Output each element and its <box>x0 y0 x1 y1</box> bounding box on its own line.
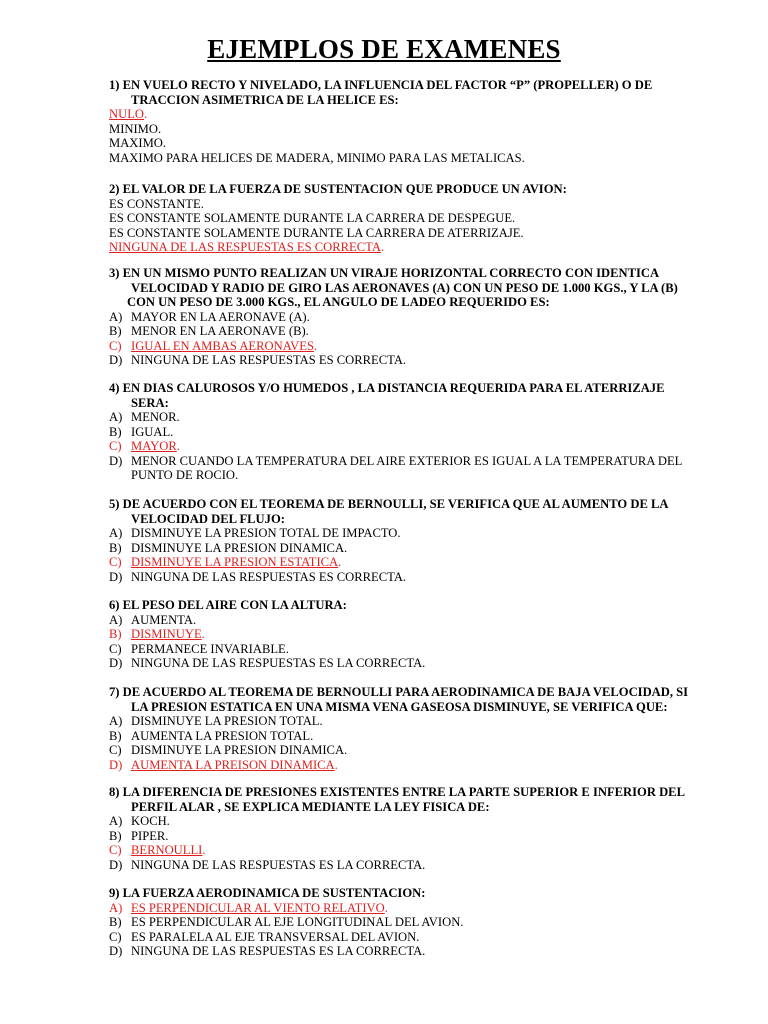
option-letter: B) <box>109 915 122 929</box>
option-letter: C) <box>109 555 122 569</box>
correct-answer-option <box>109 901 709 916</box>
question-header-line: PERFIL ALAR , SE EXPLICA MEDIANTE LA LEY FISICA DE: <box>131 799 490 814</box>
option-letter: D) <box>109 656 123 670</box>
option-period: . <box>202 843 206 857</box>
option-letter: C) <box>109 439 122 453</box>
option-letter: A) <box>109 814 123 828</box>
question-header-line: LA PRESION ESTATICA EN UNA MISMA VENA GASEOSA DISMINUYE, SE VERIFICA QUE: <box>131 699 668 714</box>
question-5 <box>109 497 709 584</box>
option-period: . <box>201 627 205 641</box>
option-text: MAXIMO PARA HELICES DE MADERA, MINIMO PARA LAS METALICAS. <box>109 150 525 165</box>
option-text: NINGUNA DE LAS RESPUESTAS ES CORRECTA. <box>131 353 407 367</box>
question-header <box>109 182 709 197</box>
option-text: MINIMO. <box>109 121 162 136</box>
answer-option <box>109 197 709 212</box>
option-text: NINGUNA DE LAS RESPUESTAS ES CORRECTA <box>109 240 381 254</box>
question-header <box>109 497 709 526</box>
option-letter: A) <box>109 309 123 324</box>
option-text: DISMINUYE LA PRESION TOTAL. <box>131 714 323 728</box>
option-letter: A) <box>109 900 123 915</box>
option-text: DISMINUYE <box>131 627 202 641</box>
correct-answer-option <box>109 240 709 255</box>
answer-option <box>109 829 709 844</box>
answer-option <box>109 324 709 339</box>
option-period: . <box>143 107 148 121</box>
question-header <box>109 685 709 714</box>
question-header <box>109 598 709 613</box>
option-letter: D) <box>109 757 123 772</box>
option-text: MAYOR EN LA AERONAVE (A). <box>131 309 310 324</box>
answer-option <box>109 930 709 945</box>
answer-option <box>109 211 709 226</box>
answer-option <box>109 425 709 440</box>
option-text: ES PERPENDICULAR AL VIENTO RELATIVO <box>131 900 385 915</box>
question-3 <box>109 266 709 368</box>
answer-option <box>109 226 709 241</box>
question-4 <box>109 381 709 483</box>
option-text: NULO <box>109 107 144 121</box>
answer-option <box>109 714 709 729</box>
question-9 <box>109 886 709 959</box>
option-letter: D) <box>109 353 123 367</box>
question-header-line: CON UN PESO DE 3.000 KGS., EL ANGULO DE LADEO REQUERIDO ES: <box>127 295 550 309</box>
question-header-line: 5) DE ACUERDO CON EL TEOREMA DE BERNOULLI, SE VERIFICA QUE AL AUMENTO DE LA <box>109 497 669 511</box>
question-header-line: 2) EL VALOR DE LA FUERZA DE SUSTENTACION QUE PRODUCE UN AVION: <box>109 182 567 196</box>
option-letter: C) <box>109 338 122 353</box>
question-header-line: 7) DE ACUERDO AL TEOREMA DE BERNOULLI PARA AERODINAMICA DE BAJA VELOCIDAD, SI <box>109 685 689 699</box>
question-1 <box>109 78 709 165</box>
question-header-line: 4) EN DIAS CALUROSOS Y/O HUMEDOS , LA DISTANCIA REQUERIDA PARA EL ATERRIZAJE <box>109 381 665 395</box>
question-header <box>109 785 709 814</box>
question-header-line: VELOCIDAD Y RADIO DE GIRO LAS AERONAVES (A) CON UN PESO DE 1.000 KGS., Y LA (B) <box>131 280 678 295</box>
option-period: . <box>338 555 342 569</box>
option-letter: A) <box>109 410 123 424</box>
answer-option <box>109 122 709 137</box>
option-text: DISMINUYE LA PRESION TOTAL DE IMPACTO. <box>131 526 401 540</box>
page-title: EJEMPLOS DE EXAMENES <box>207 34 561 64</box>
option-text: AUMENTA LA PREISON DINAMICA <box>131 757 335 772</box>
option-text: NINGUNA DE LAS RESPUESTAS ES LA CORRECTA. <box>131 857 426 872</box>
question-header <box>109 381 709 410</box>
question-6 <box>109 598 709 671</box>
question-header-line: 9) LA FUERZA AERODINAMICA DE SUSTENTACION: <box>109 886 426 900</box>
option-text: ES CONSTANTE. <box>109 196 204 211</box>
answer-option <box>109 541 709 556</box>
correct-answer-option <box>109 758 709 773</box>
correct-answer-option <box>109 107 709 122</box>
answer-option <box>109 136 709 151</box>
answer-option <box>109 814 709 829</box>
question-header <box>109 78 709 107</box>
option-text: MENOR CUANDO LA TEMPERATURA DEL AIRE EXTERIOR ES IGUAL A LA TEMPERATURA DEL PUNTO DE ROCIO. <box>131 453 682 482</box>
correct-answer-option <box>109 339 709 354</box>
answer-option <box>109 613 709 628</box>
answer-option <box>109 526 709 541</box>
answer-option <box>109 410 709 425</box>
option-letter: D) <box>109 944 123 958</box>
option-text: AUMENTA. <box>131 612 197 627</box>
correct-answer-option <box>109 439 709 454</box>
option-text: AUMENTA LA PRESION TOTAL. <box>131 728 314 743</box>
option-text: PERMANECE INVARIABLE. <box>131 641 289 656</box>
option-letter: C) <box>109 641 122 656</box>
answer-option <box>109 915 709 930</box>
option-text: ES CONSTANTE SOLAMENTE DURANTE LA CARRERA DE DESPEGUE. <box>109 211 516 225</box>
option-period: . <box>384 900 388 915</box>
question-header-line: 1) EN VUELO RECTO Y NIVELADO, LA INFLUENCIA DEL FACTOR “P” (PROPELLER) O DE <box>109 78 653 92</box>
option-letter: B) <box>109 828 122 843</box>
option-text: BERNOULLI <box>131 843 203 857</box>
option-letter: B) <box>109 540 122 555</box>
option-text: IGUAL. <box>131 424 174 439</box>
option-letter: A) <box>109 526 123 540</box>
option-letter: B) <box>109 324 122 338</box>
answer-option <box>109 944 709 959</box>
question-header-line: 8) LA DIFERENCIA DE PRESIONES EXISTENTES ENTRE LA PARTE SUPERIOR E INFERIOR DEL <box>109 785 685 799</box>
answer-option <box>109 729 709 744</box>
correct-answer-option <box>109 627 709 642</box>
option-letter: C) <box>109 843 122 857</box>
correct-answer-option <box>109 843 709 858</box>
question-header-line: SERA: <box>131 395 169 410</box>
option-text: IGUAL EN AMBAS AERONAVES <box>131 338 314 353</box>
option-text: PIPER. <box>131 828 169 843</box>
answer-option <box>109 656 709 671</box>
answer-option <box>109 642 709 657</box>
option-letter: C) <box>109 743 122 757</box>
answer-option <box>109 151 709 166</box>
option-letter: C) <box>109 929 122 944</box>
answer-option <box>109 743 709 758</box>
question-2 <box>109 182 709 255</box>
option-text: MENOR. <box>131 410 180 424</box>
option-text: DISMINUYE LA PRESION ESTATICA <box>131 555 339 569</box>
option-letter: B) <box>109 424 122 439</box>
option-letter: D) <box>109 453 123 468</box>
question-8 <box>109 785 709 872</box>
option-letter: B) <box>109 627 122 641</box>
question-header-line: 6) EL PESO DEL AIRE CON LA ALTURA: <box>109 598 347 612</box>
question-header-line: VELOCIDAD DEL FLUJO: <box>131 511 285 526</box>
option-letter: A) <box>109 714 123 728</box>
question-header <box>109 266 709 310</box>
answer-option <box>109 353 709 368</box>
option-period: . <box>334 757 338 772</box>
option-text: MAXIMO. <box>109 136 167 150</box>
option-text: DISMINUYE LA PRESION DINAMICA. <box>131 743 348 757</box>
option-letter: B) <box>109 728 122 743</box>
option-letter: A) <box>109 612 123 627</box>
question-header-line: TRACCION ASIMETRICA DE LA HELICE ES: <box>131 92 399 107</box>
option-period: . <box>380 240 385 254</box>
option-text: ES PERPENDICULAR AL EJE LONGITUDINAL DEL AVION. <box>131 915 464 929</box>
option-text: MAYOR <box>131 439 177 453</box>
option-text: MENOR EN LA AERONAVE (B). <box>131 324 309 338</box>
correct-answer-option <box>109 555 709 570</box>
option-text: ES PARALELA AL EJE TRANSVERSAL DEL AVION. <box>131 929 420 944</box>
option-letter: D) <box>109 569 123 584</box>
question-header-line: 3) EN UN MISMO PUNTO REALIZAN UN VIRAJE HORIZONTAL CORRECTO CON IDENTICA <box>109 266 660 280</box>
answer-option <box>109 454 709 483</box>
answer-option <box>109 570 709 585</box>
option-period: . <box>313 338 318 353</box>
option-text: ES CONSTANTE SOLAMENTE DURANTE LA CARRERA DE ATERRIZAJE. <box>109 225 524 240</box>
option-text: NINGUNA DE LAS RESPUESTAS ES CORRECTA. <box>131 569 407 584</box>
option-text: NINGUNA DE LAS RESPUESTAS ES LA CORRECTA. <box>131 656 426 670</box>
question-7 <box>109 685 709 772</box>
answer-option <box>109 310 709 325</box>
option-text: DISMINUYE LA PRESION DINAMICA. <box>131 540 348 555</box>
option-period: . <box>176 439 180 453</box>
option-text: NINGUNA DE LAS RESPUESTAS ES LA CORRECTA. <box>131 944 426 958</box>
answer-option <box>109 858 709 873</box>
question-header <box>109 886 709 901</box>
option-letter: D) <box>109 857 123 872</box>
option-text: KOCH. <box>131 814 170 828</box>
